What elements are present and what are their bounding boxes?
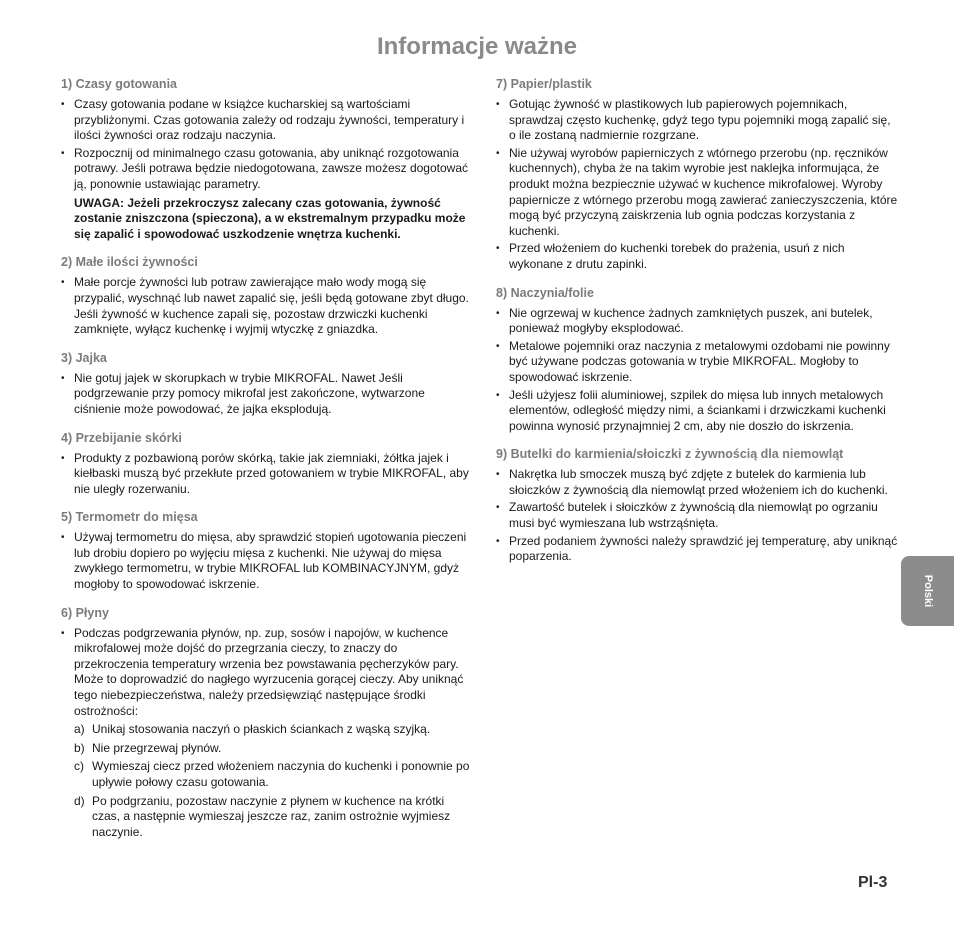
- section-cooking-times: [60, 76, 474, 242]
- bullet-item: • Używaj termometru do mięsa, aby sprawdzić stopień ugotowania pieczeni lub drobiu dopiero po wyjęciu mięsa z kuchenki. Nie używaj do mięsa zwykłego termometru, w trybie MIKROFAL lub KOMBINACYJNYM, gdyż mogłoby to spowodować iskrzenie.: [60, 530, 474, 592]
- bullet-item: • Przed włożeniem do kuchenki torebek do prażenia, usuń z nich wykonane z drutu zapinki.: [495, 241, 900, 272]
- bullet-item: • Metalowe pojemniki oraz naczynia z metalowymi ozdobami nie powinny być używane podczas gotowania w trybie MIKROFAL. Mogłoby to spowodować iskrzenie.: [495, 339, 900, 386]
- bullet-list: [60, 626, 474, 841]
- bullet-text: Podczas podgrzewania płynów, np. zup, sosów i napojów, w kuchence mikrofalowej może dojść do przegrzania cieczy, to znaczy do przekroczenia temperatury wrzenia bez powstawania pęcherzyków pary. Może to doprowadzić do nagłego wyrzucenia gorącej cieczy. Aby uniknąć tego niebezpieczeństwa, należy przedsięwziąć następujące środki ostrożności:: [74, 625, 464, 718]
- section-heading: 6) Płyny: [61, 605, 109, 620]
- section-heading: 7) Papier/plastik: [496, 77, 592, 91]
- section-paper-plastic: [495, 76, 900, 273]
- bullet-item: • Produkty z pozbawioną porów skórką, takie jak ziemniaki, żółtka jajek i kiełbaski muszą być przekłute przed gotowaniem w trybie MIKROFAL, aby nie uległy rozerwaniu.: [60, 451, 474, 498]
- section-heading: 9) Butelki do karmienia/słoiczki z żywnością dla niemowląt: [496, 447, 844, 462]
- bullet-list: [495, 306, 900, 435]
- bullet-list: [495, 97, 900, 273]
- bullet-item: • Zawartość butelek i słoiczków z żywnością dla niemowląt po ogrzaniu musi być wymieszana lub wstrząśnięta.: [495, 500, 900, 531]
- sub-item: [74, 759, 474, 790]
- section-eggs: [60, 350, 474, 418]
- right-column: [495, 76, 900, 577]
- bullet-item: • Nie używaj wyrobów papierniczych z wtórnego przerobu (np. ręczników kuchennych), chyba że na takim wyrobie jest naklejka informująca, że produkt można bezpiecznie używać w kuchence mikrofalowej. Wyroby papiernicze z wtórnego przerobu mogą zawierać zanieczyszczenia, które mogą być przyczyną zaiskrzenia lub ognia podczas korzystania z kuchenki.: [495, 146, 900, 240]
- sub-item: [74, 722, 474, 738]
- section-heading: 3) Jajka: [61, 350, 107, 365]
- section-piercing-skin: [60, 430, 474, 498]
- bullet-item: • Przed podaniem żywności należy sprawdzić jej temperaturę, aby uniknąć poparzenia.: [495, 534, 900, 565]
- section-heading: 8) Naczynia/folie: [496, 285, 594, 300]
- left-column: [60, 76, 474, 852]
- bullet-list: [495, 467, 900, 565]
- bullet-item: [60, 626, 474, 841]
- bullet-item: • Czasy gotowania podane w książce kucharskiej są wartościami przybliżonymi. Czas gotowania zależy od rodzaju żywności, temperatury i ilości żywności oraz rodzaju naczynia.: [60, 97, 474, 144]
- sub-item-letter: b): [74, 740, 85, 755]
- bullet-item: • Nie ogrzewaj w kuchence żadnych zamkniętych puszek, ani butelek, ponieważ mogłyby eksplodować.: [495, 306, 900, 337]
- language-tab: [901, 556, 954, 626]
- sub-item-text: Po podgrzaniu, pozostaw naczynie z płynem w kuchence na krótki czas, a następnie wymieszaj jeszcze raz, zanim ostrożnie wyjmiesz naczynie.: [92, 793, 451, 839]
- bullet-list: [60, 97, 474, 193]
- language-tab-label: Polski: [921, 574, 934, 608]
- sub-item-letter: a): [74, 722, 85, 737]
- sub-item: [74, 794, 474, 841]
- section-small-amounts: [60, 254, 474, 337]
- bullet-list: [60, 530, 474, 592]
- section-heading: 4) Przebijanie skórki: [61, 430, 182, 445]
- section-heading: 2) Małe ilości żywności: [61, 255, 198, 270]
- section-meat-thermometer: [60, 509, 474, 592]
- bullet-item: • Małe porcje żywności lub potraw zawierające mało wody mogą się przypalić, wyschnąć lub nawet zapalić się, jeśli będą gotowane zbyt długo. Jeśli żywność w kuchence zapali się, pozostaw drzwiczki kuchenki zamknięte, wyłącz kuchenkę i wyjmij wtyczkę z gniazdka.: [60, 275, 474, 337]
- section-baby-bottles: [495, 446, 900, 565]
- sub-item-letter: d): [74, 793, 85, 808]
- bullet-list: [60, 275, 474, 337]
- sub-list: [74, 722, 474, 840]
- section-liquids: [60, 605, 474, 841]
- page-number: Pl-3: [858, 874, 888, 891]
- section-heading: 5) Termometr do mięsa: [61, 510, 198, 525]
- sub-item-letter: c): [74, 759, 84, 774]
- bullet-item: • Nakrętka lub smoczek muszą być zdjęte z butelek do karmienia lub słoiczków z żywnością dla niemowląt przed włożeniem ich do kuchenki.: [495, 467, 900, 498]
- bullet-item: • Nie gotuj jajek w skorupkach w trybie MIKROFAL. Nawet Jeśli podgrzewanie przy pomocy mikrofal jest zakończone, wytwarzone ciśnienie może powodować, że jajka eksplodują.: [60, 371, 474, 418]
- section-containers-foil: [495, 285, 900, 435]
- bullet-list: [60, 371, 474, 418]
- bullet-item: • Jeśli użyjesz folii aluminiowej, szpilek do mięsa lub innych metalowych elementów, odległość między nimi, a ściankami i drzwiczkami kuchenki powinna wynosić przynajmniej 2 cm, aby nie doszło do iskrzenia.: [495, 388, 900, 435]
- sub-item-text: Unikaj stosowania naczyń o płaskich ściankach z wąską szyjką.: [92, 722, 431, 737]
- bullet-list: [60, 451, 474, 498]
- page-title: Informacje ważne: [376, 33, 578, 60]
- sub-item: [74, 741, 474, 757]
- bullet-item: • Rozpocznij od minimalnego czasu gotowania, aby uniknąć rozgotowania potrawy. Jeśli potrawa będzie niedogotowana, zawsze możesz dogotować ją, ponownie ustawiając parametry.: [60, 146, 474, 193]
- bullet-item: • Gotując żywność w plastikowych lub papierowych pojemnikach, sprawdzaj często kuchenkę, gdyż tego typu pojemniki mogą zapalić się, o ile zostaną nadmiernie rozgrzane.: [495, 97, 900, 144]
- sub-item-text: Nie przegrzewaj płynów.: [92, 740, 222, 755]
- section-heading: 1) Czasy gotowania: [61, 77, 177, 91]
- warning-note: UWAGA: Jeżeli przekroczysz zalecany czas gotowania, żywność zostanie zniszczona (spieczona), a w ekstremalnym przypadku może się zapalić i spowodować uszkodzenie wnętrza kuchenki.: [74, 195, 466, 241]
- sub-item-text: Wymieszaj ciecz przed włożeniem naczynia do kuchenki i ponownie po upływie połowy czasu gotowania.: [92, 759, 470, 789]
